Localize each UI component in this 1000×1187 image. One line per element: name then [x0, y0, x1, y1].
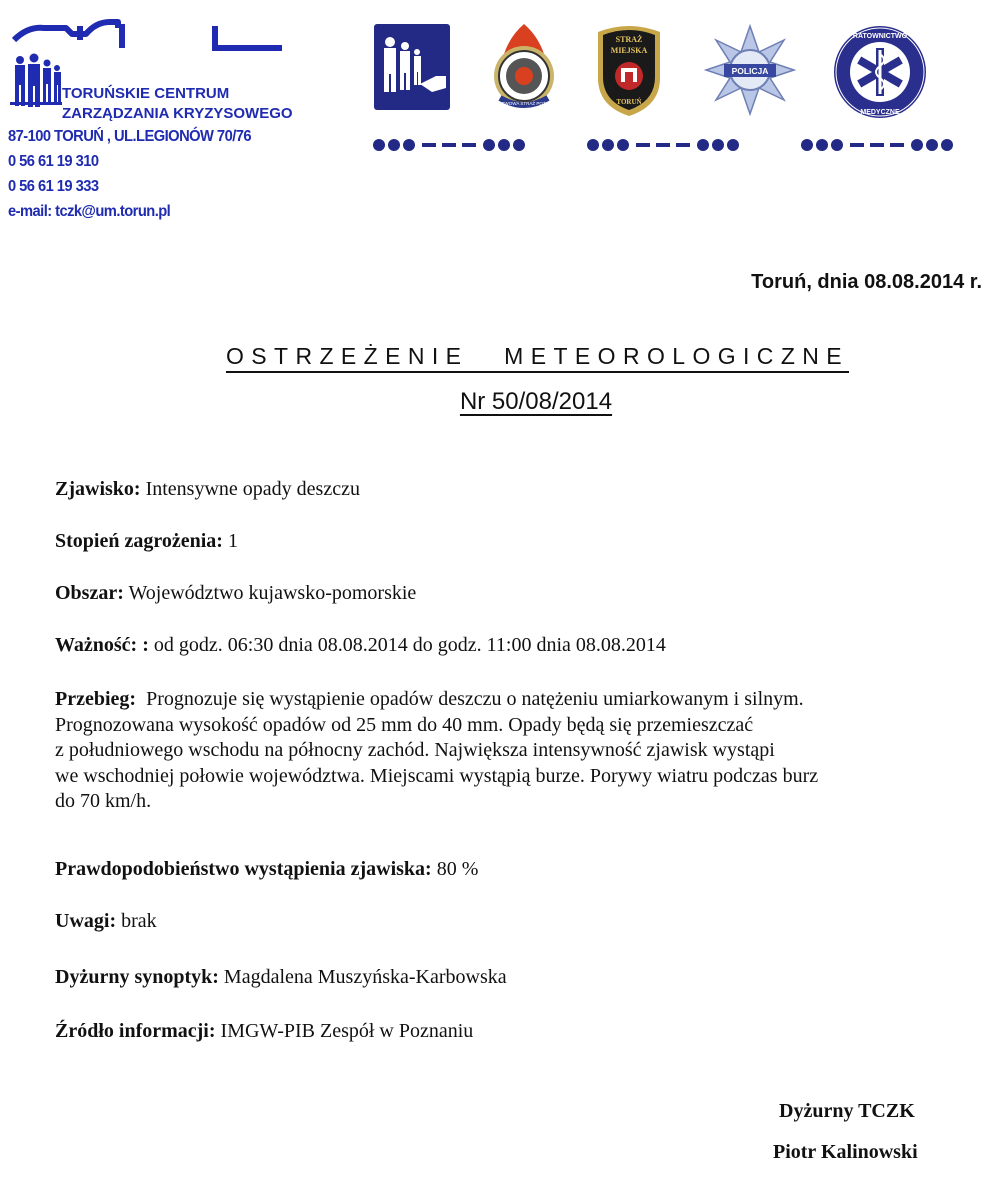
course-line-1-text: Prognozuje się wystąpienie opadów deszczu o natężeniu umiarkowanym i silnym. [136, 688, 804, 710]
city-guard-mid-text: MIEJSKA [610, 46, 648, 55]
social-care-icon [374, 22, 452, 112]
city-guard-bottom-text: TORUŃ [616, 98, 642, 106]
field-course-label: Przebieg: [55, 688, 137, 710]
field-validity-label: Ważność: : [55, 634, 149, 656]
field-course [55, 687, 1000, 815]
org-phone-1: 0 56 61 19 310 [8, 153, 99, 170]
org-name-line1: TORUŃSKIE CENTRUM [62, 85, 230, 102]
course-line-2: Prognozowana wysokość opadów od 25 mm do 40 mm. Opady będą się przemieszczać [55, 713, 754, 736]
city-guard-badge-icon [594, 22, 664, 118]
field-area-label: Obszar: [55, 582, 124, 604]
field-threat-value: 1 [222, 530, 238, 552]
course-line-5: do 70 km/h. [55, 790, 152, 812]
date-line: Toruń, dnia 08.08.2014 r. [751, 271, 982, 293]
medical-bottom-text: MEDYCZNE [860, 109, 900, 116]
course-line-1 [55, 687, 1000, 713]
separator-pattern-3 [800, 137, 960, 153]
field-source-value: IMGW-PIB Zespół w Poznaniu [215, 1020, 474, 1042]
org-name-line2: ZARZĄDZANIA KRYZYSOWEGO [62, 105, 293, 122]
org-phone-2: 0 56 61 19 333 [8, 178, 99, 195]
fire-brigade-icon [486, 22, 562, 114]
field-phenomenon-label: Zjawisko: [55, 478, 141, 500]
document-title-text: OSTRZEŻENIE METEOROLOGICZNE [225, 343, 850, 369]
city-guard-top-text: STRAŻ [615, 35, 643, 44]
field-area [55, 581, 416, 605]
org-address: 87-100 TORUŃ , UL.LEGIONÓW 70/76 [8, 128, 252, 145]
field-threat-level [55, 529, 238, 553]
field-validity-value: od godz. 06:30 dnia 08.08.2014 do godz. 11:00 dnia 08.08.2014 [148, 634, 666, 656]
field-notes-label: Uwagi: [55, 910, 117, 932]
fire-brigade-text: PAŃSTWOWA STRAŻ POŻARNA [489, 101, 559, 106]
police-text: POLICJA [731, 66, 769, 76]
field-forecaster-label: Dyżurny synoptyk: [55, 966, 219, 988]
warning-number [0, 388, 1000, 416]
field-probability [55, 857, 478, 881]
signature-name: Piotr Kalinowski [773, 1141, 918, 1163]
field-forecaster-value: Magdalena Muszyńska-Karbowska [218, 966, 507, 988]
signature-role: Dyżurny TCZK [779, 1100, 915, 1122]
org-email: e-mail: tczk@um.torun.pl [8, 203, 171, 220]
field-threat-label: Stopień zagrożenia: [55, 530, 223, 552]
field-phenomenon-value: Intensywne opady deszczu [140, 478, 360, 500]
field-probability-value: 80 % [431, 858, 479, 880]
course-line-3: z południowego wschodu na północny zachód. Największa intensywność zjawisk wystąpi [55, 739, 775, 761]
tczk-emblem-icon [0, 18, 320, 118]
field-validity [55, 633, 666, 657]
separator-pattern-1 [372, 137, 532, 153]
police-star-icon [702, 22, 798, 118]
field-probability-label: Prawdopodobieństwo wystąpienia zjawiska: [55, 858, 432, 880]
field-source-label: Źródło informacji: [55, 1020, 216, 1042]
course-line-4: we wschodniej połowie województwa. Miejscami wystąpią burze. Porywy wiatru podczas burz [55, 764, 819, 787]
field-phenomenon [55, 477, 360, 501]
warning-number-text: Nr 50/08/2014 [459, 388, 613, 415]
field-area-value: Województwo kujawsko-pomorskie [123, 582, 417, 604]
field-source [55, 1019, 473, 1043]
medical-rescue-icon [832, 24, 928, 120]
field-notes [55, 909, 157, 933]
separator-pattern-2 [586, 137, 746, 153]
tczk-logo [0, 18, 320, 228]
field-forecaster [55, 965, 507, 989]
medical-top-text: RATOWNICTWO [852, 33, 908, 40]
field-notes-value: brak [116, 910, 157, 932]
document-title [0, 343, 1000, 370]
